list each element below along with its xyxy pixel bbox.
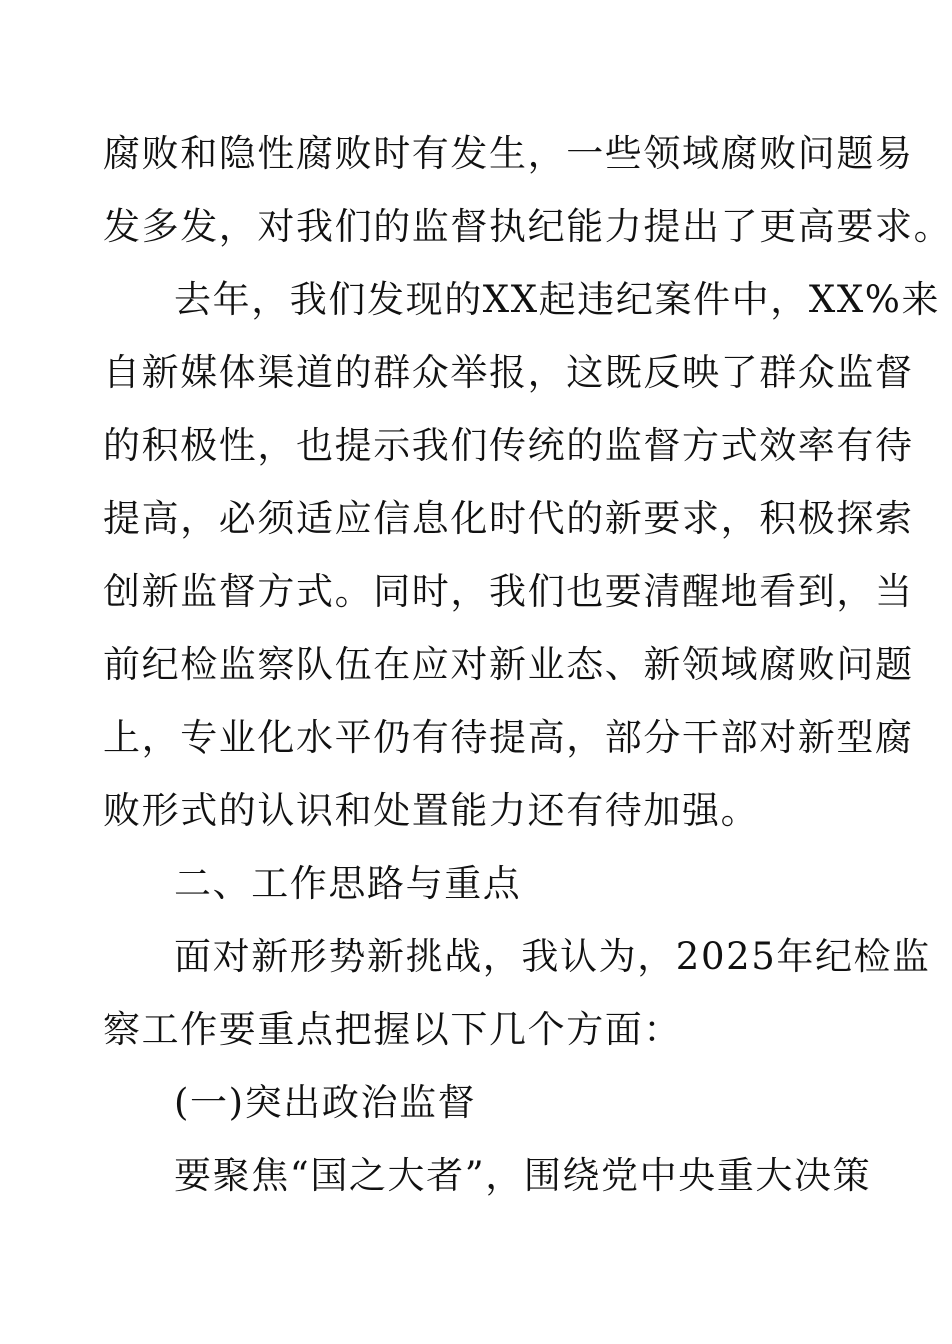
text-line: 上，专业化水平仍有待提高，部分干部对新型腐 xyxy=(103,716,914,759)
subsection-heading: (一)突出政治监督 xyxy=(174,1081,477,1124)
text-line: 败形式的认识和处置能力还有待加强。 xyxy=(103,789,760,832)
text-line: 前纪检监察队伍在应对新业态、新领域腐败问题 xyxy=(103,643,914,686)
text-line: 自新媒体渠道的群众举报，这既反映了群众监督 xyxy=(103,351,914,394)
text-line: 察工作要重点把握以下几个方面： xyxy=(103,1008,682,1051)
text-line: 发多发，对我们的监督执纪能力提出了更高要求。 xyxy=(103,205,952,248)
text-line: 的积极性，也提示我们传统的监督方式效率有待 xyxy=(103,424,914,467)
section-heading: 二、工作思路与重点 xyxy=(174,862,522,905)
paragraph-start-line: 去年，我们发现的XX起违纪案件中，XX%来 xyxy=(174,278,941,321)
paragraph-start-line: 要聚焦“国之大者”，围绕党中央重大决策 xyxy=(174,1154,872,1197)
text-line: 腐败和隐性腐败时有发生，一些领域腐败问题易 xyxy=(103,132,914,175)
text-line: 提高，必须适应信息化时代的新要求，积极探索 xyxy=(103,497,914,540)
text-line: 创新监督方式。同时，我们也要清醒地看到，当 xyxy=(103,570,914,613)
paragraph-start-line: 面对新形势新挑战，我认为，2025年纪检监 xyxy=(174,935,931,978)
